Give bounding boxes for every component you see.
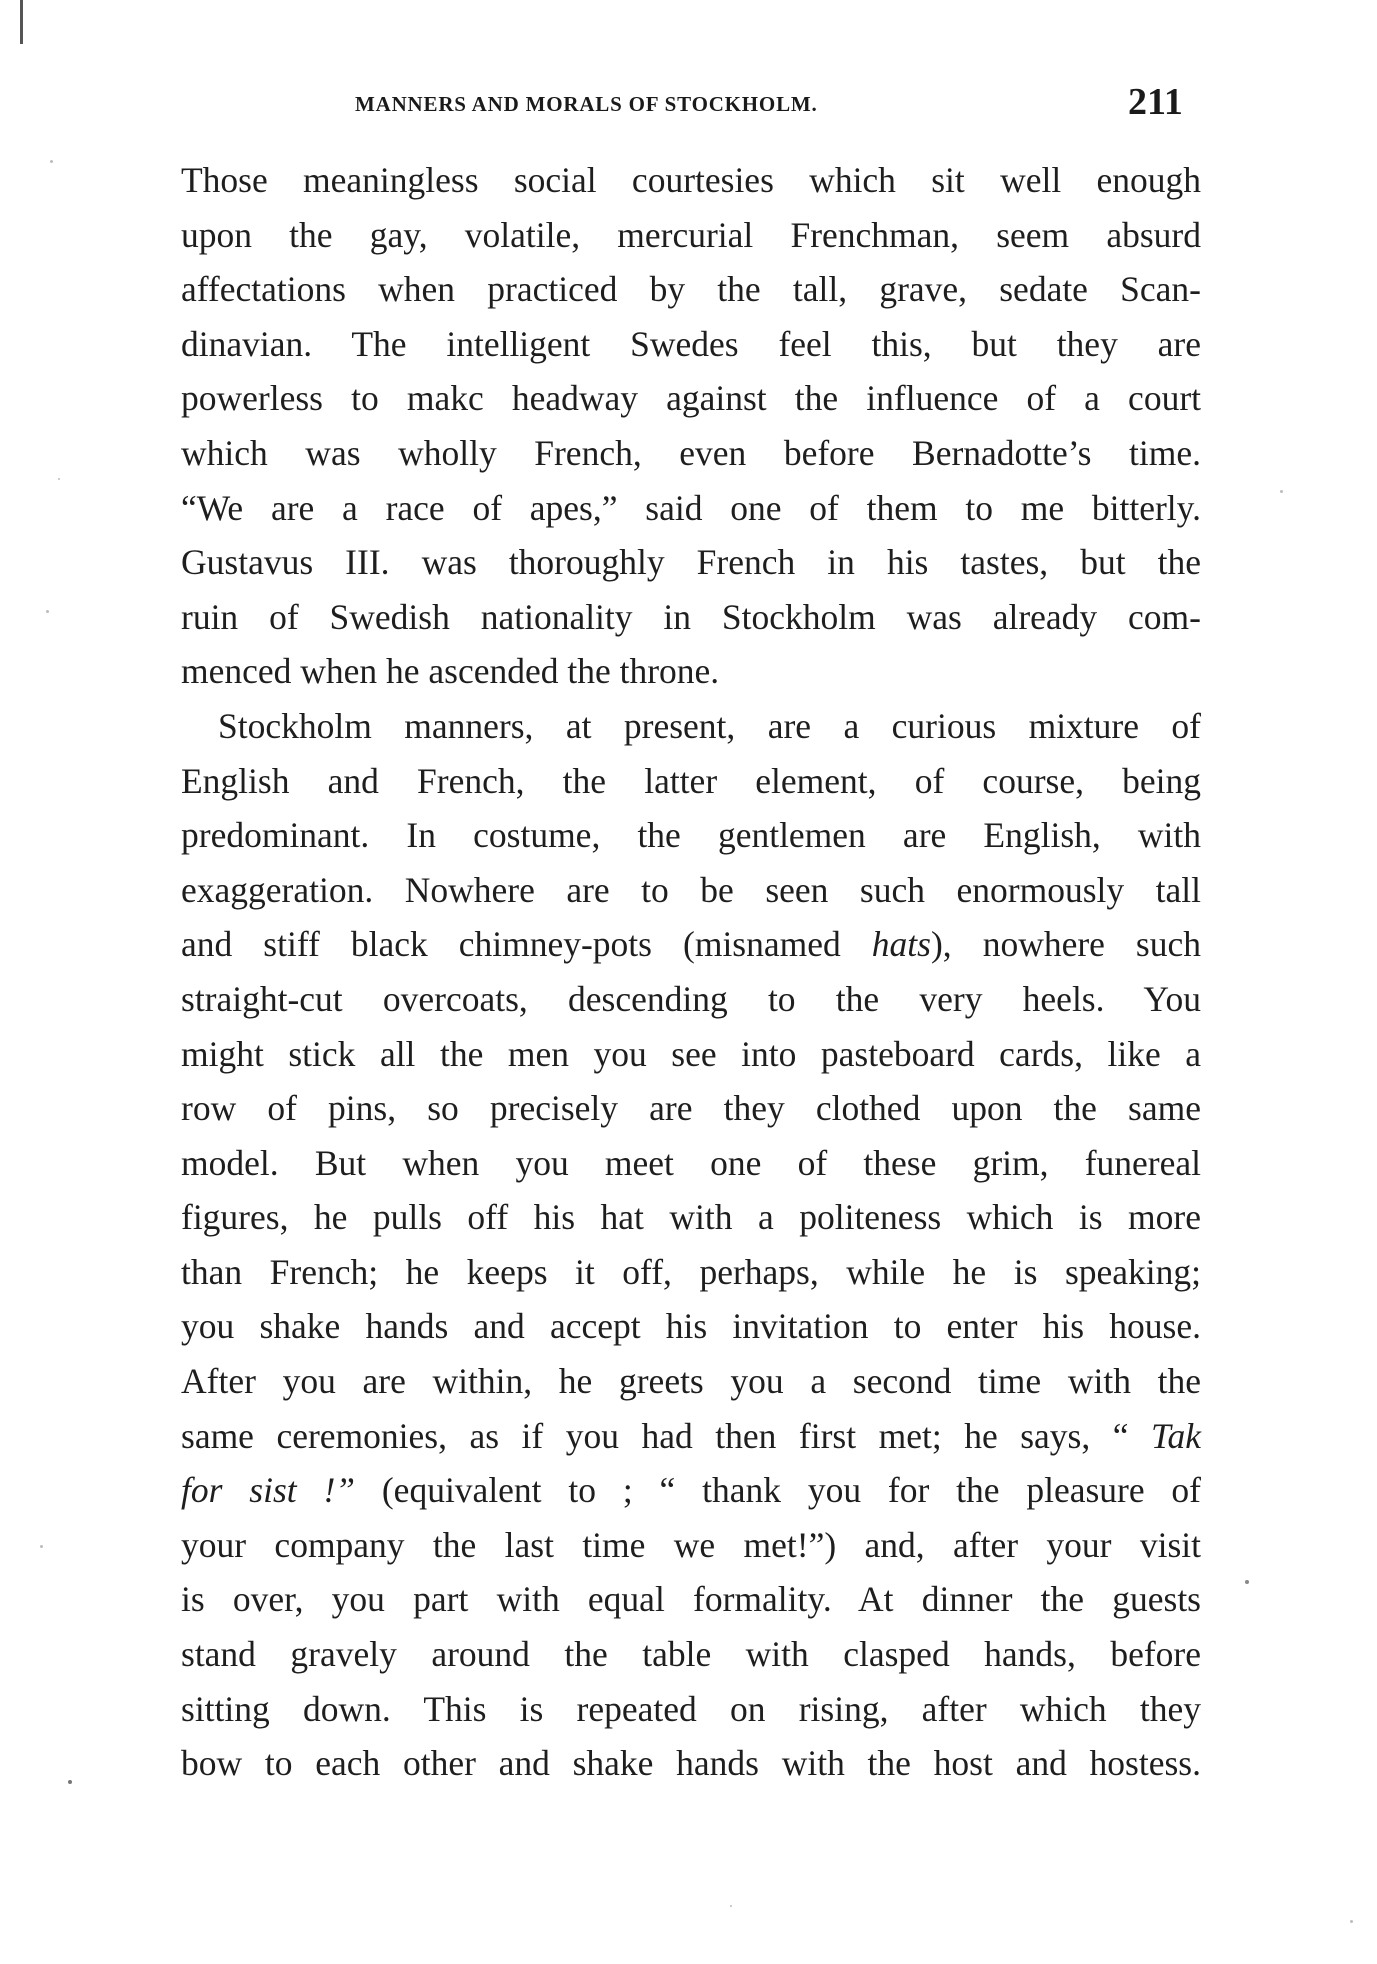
text-line: you shake hands and accept his invitation to enter his house. [181, 1306, 1201, 1347]
italic-word: Tak [1151, 1415, 1201, 1456]
text-line: ruin of Swedish nationality in Stockholm was already com- [181, 596, 1201, 637]
text-line: affectations when practiced by the tall, grave, sedate Scan- [181, 269, 1201, 310]
text-line: than French; he keeps it off, perhaps, while he is speaking; [181, 1251, 1201, 1292]
italic-word: hats [871, 924, 931, 965]
paper-speck [1280, 490, 1283, 493]
text-line: sitting down. This is repeated on rising, after which they [181, 1688, 1201, 1729]
text-line: Stockholm manners, at present, are a curious mixture of [218, 705, 1201, 746]
text-line-mixed [181, 1409, 1201, 1464]
text-line: upon the gay, volatile, mercurial Frenchman, seem absurd [181, 214, 1201, 255]
paragraph-1 [181, 153, 1201, 699]
text-line: After you are within, he greets you a second time with the [181, 1361, 1201, 1402]
paper-speck [40, 1545, 43, 1548]
text-line: is over, you part with equal formality. At dinner the guests [181, 1579, 1201, 1620]
page-header [0, 82, 1377, 132]
text-line-mixed [181, 1463, 1201, 1518]
text-segment: same ceremonies, as if you had then first met; he says, “ [181, 1415, 1151, 1456]
text-line-mixed [181, 917, 1201, 972]
paper-speck [730, 1905, 732, 1907]
running-head: MANNERS AND MORALS OF STOCKHOLM. [355, 92, 818, 116]
text-segment: and stiff black chimney-pots (misnamed [181, 924, 872, 965]
text-line: bow to each other and shake hands with the host and hostess. [181, 1743, 1201, 1784]
text-line: predominant. In costume, the gentlemen are English, with [181, 815, 1201, 856]
text-line: exaggeration. Nowhere are to be seen such enormously tall [181, 869, 1201, 910]
text-line: stand gravely around the table with clasped hands, before [181, 1634, 1201, 1675]
text-line: dinavian. The intelligent Swedes feel this, but they are [181, 323, 1201, 364]
paper-speck [1350, 1920, 1353, 1923]
text-line: menced when he ascended the throne. [181, 651, 720, 692]
text-line: model. But when you meet one of these grim, funereal [181, 1142, 1201, 1183]
text-segment: ), nowhere such [930, 924, 1202, 965]
paragraph-2 [181, 699, 1201, 1791]
text-segment: (equivalent to ; “ thank you for the pleasure of [355, 1470, 1202, 1511]
page-number: 211 [1128, 81, 1183, 123]
text-line: might stick all the men you see into pasteboard cards, like a [181, 1033, 1201, 1074]
paper-speck [68, 1780, 72, 1784]
text-line: “We are a race of apes,” said one of them to me bitterly. [181, 487, 1201, 528]
text-line: figures, he pulls off his hat with a politeness which is more [181, 1197, 1201, 1238]
paper-speck [50, 160, 53, 163]
paper-speck [1245, 1580, 1249, 1584]
page-edge-mark [20, 0, 23, 44]
text-line: English and French, the latter element, of course, being [181, 760, 1201, 801]
italic-phrase: for sist !” [181, 1470, 356, 1511]
paper-speck [58, 478, 60, 480]
text-line: your company the last time we met!”) and, after your visit [181, 1524, 1201, 1565]
text-line: which was wholly French, even before Bernadotte’s time. [181, 432, 1201, 473]
text-line: row of pins, so precisely are they clothed upon the same [181, 1088, 1201, 1129]
text-line: straight-cut overcoats, descending to the very heels. You [181, 978, 1201, 1019]
paper-speck [46, 610, 49, 613]
text-line: Those meaningless social courtesies which sit well enough [181, 160, 1201, 200]
body-text [181, 153, 1201, 1791]
text-line: powerless to makc headway against the influence of a court [181, 378, 1201, 419]
text-line: Gustavus III. was thoroughly French in his tastes, but the [181, 542, 1201, 583]
